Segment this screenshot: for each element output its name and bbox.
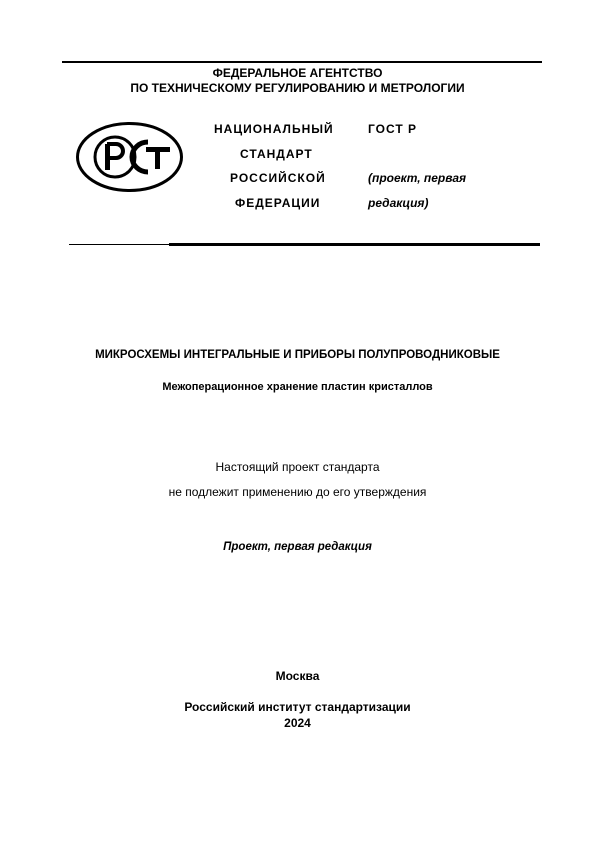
notice-line-1: Настоящий проект стандарта [215,460,380,474]
footer-publisher: Российский институт стандартизации [184,700,411,714]
notice-line-2: не подлежит применению до его утверждения [168,485,427,499]
standard-word-russian: РОССИЙСКОЙ [230,171,326,185]
standard-word-national: НАЦИОНАЛЬНЫЙ [214,122,334,136]
standard-word-standard: СТАНДАРТ [240,147,313,161]
lower-rule [169,243,540,246]
agency-line-1: ФЕДЕРАЛЬНОЕ АГЕНТСТВО [212,66,383,80]
draft-note-line-2: редакция) [368,196,429,210]
document-title: МИКРОСХЕМЫ ИНТЕГРАЛЬНЫЕ И ПРИБОРЫ ПОЛУПРОВОДНИКОВЫЕ [95,349,500,361]
lower-rule-thin [69,244,169,245]
standard-word-federation: ФЕДЕРАЦИИ [235,196,321,210]
gost-r-logo [76,122,183,192]
document-subtitle: Межоперационное хранение пластин кристаллов [162,381,433,393]
top-rule [62,61,542,63]
edition-label: Проект, первая редакция [223,541,372,553]
agency-line-2: ПО ТЕХНИЧЕСКОМУ РЕГУЛИРОВАНИЮ И МЕТРОЛОГИИ [130,81,465,95]
footer-city: Москва [275,669,320,683]
agency-header [0,66,595,96]
standard-code: ГОСТ Р [368,122,418,136]
draft-note-line-1: (проект, первая [368,171,467,185]
footer-year: 2024 [284,716,311,730]
